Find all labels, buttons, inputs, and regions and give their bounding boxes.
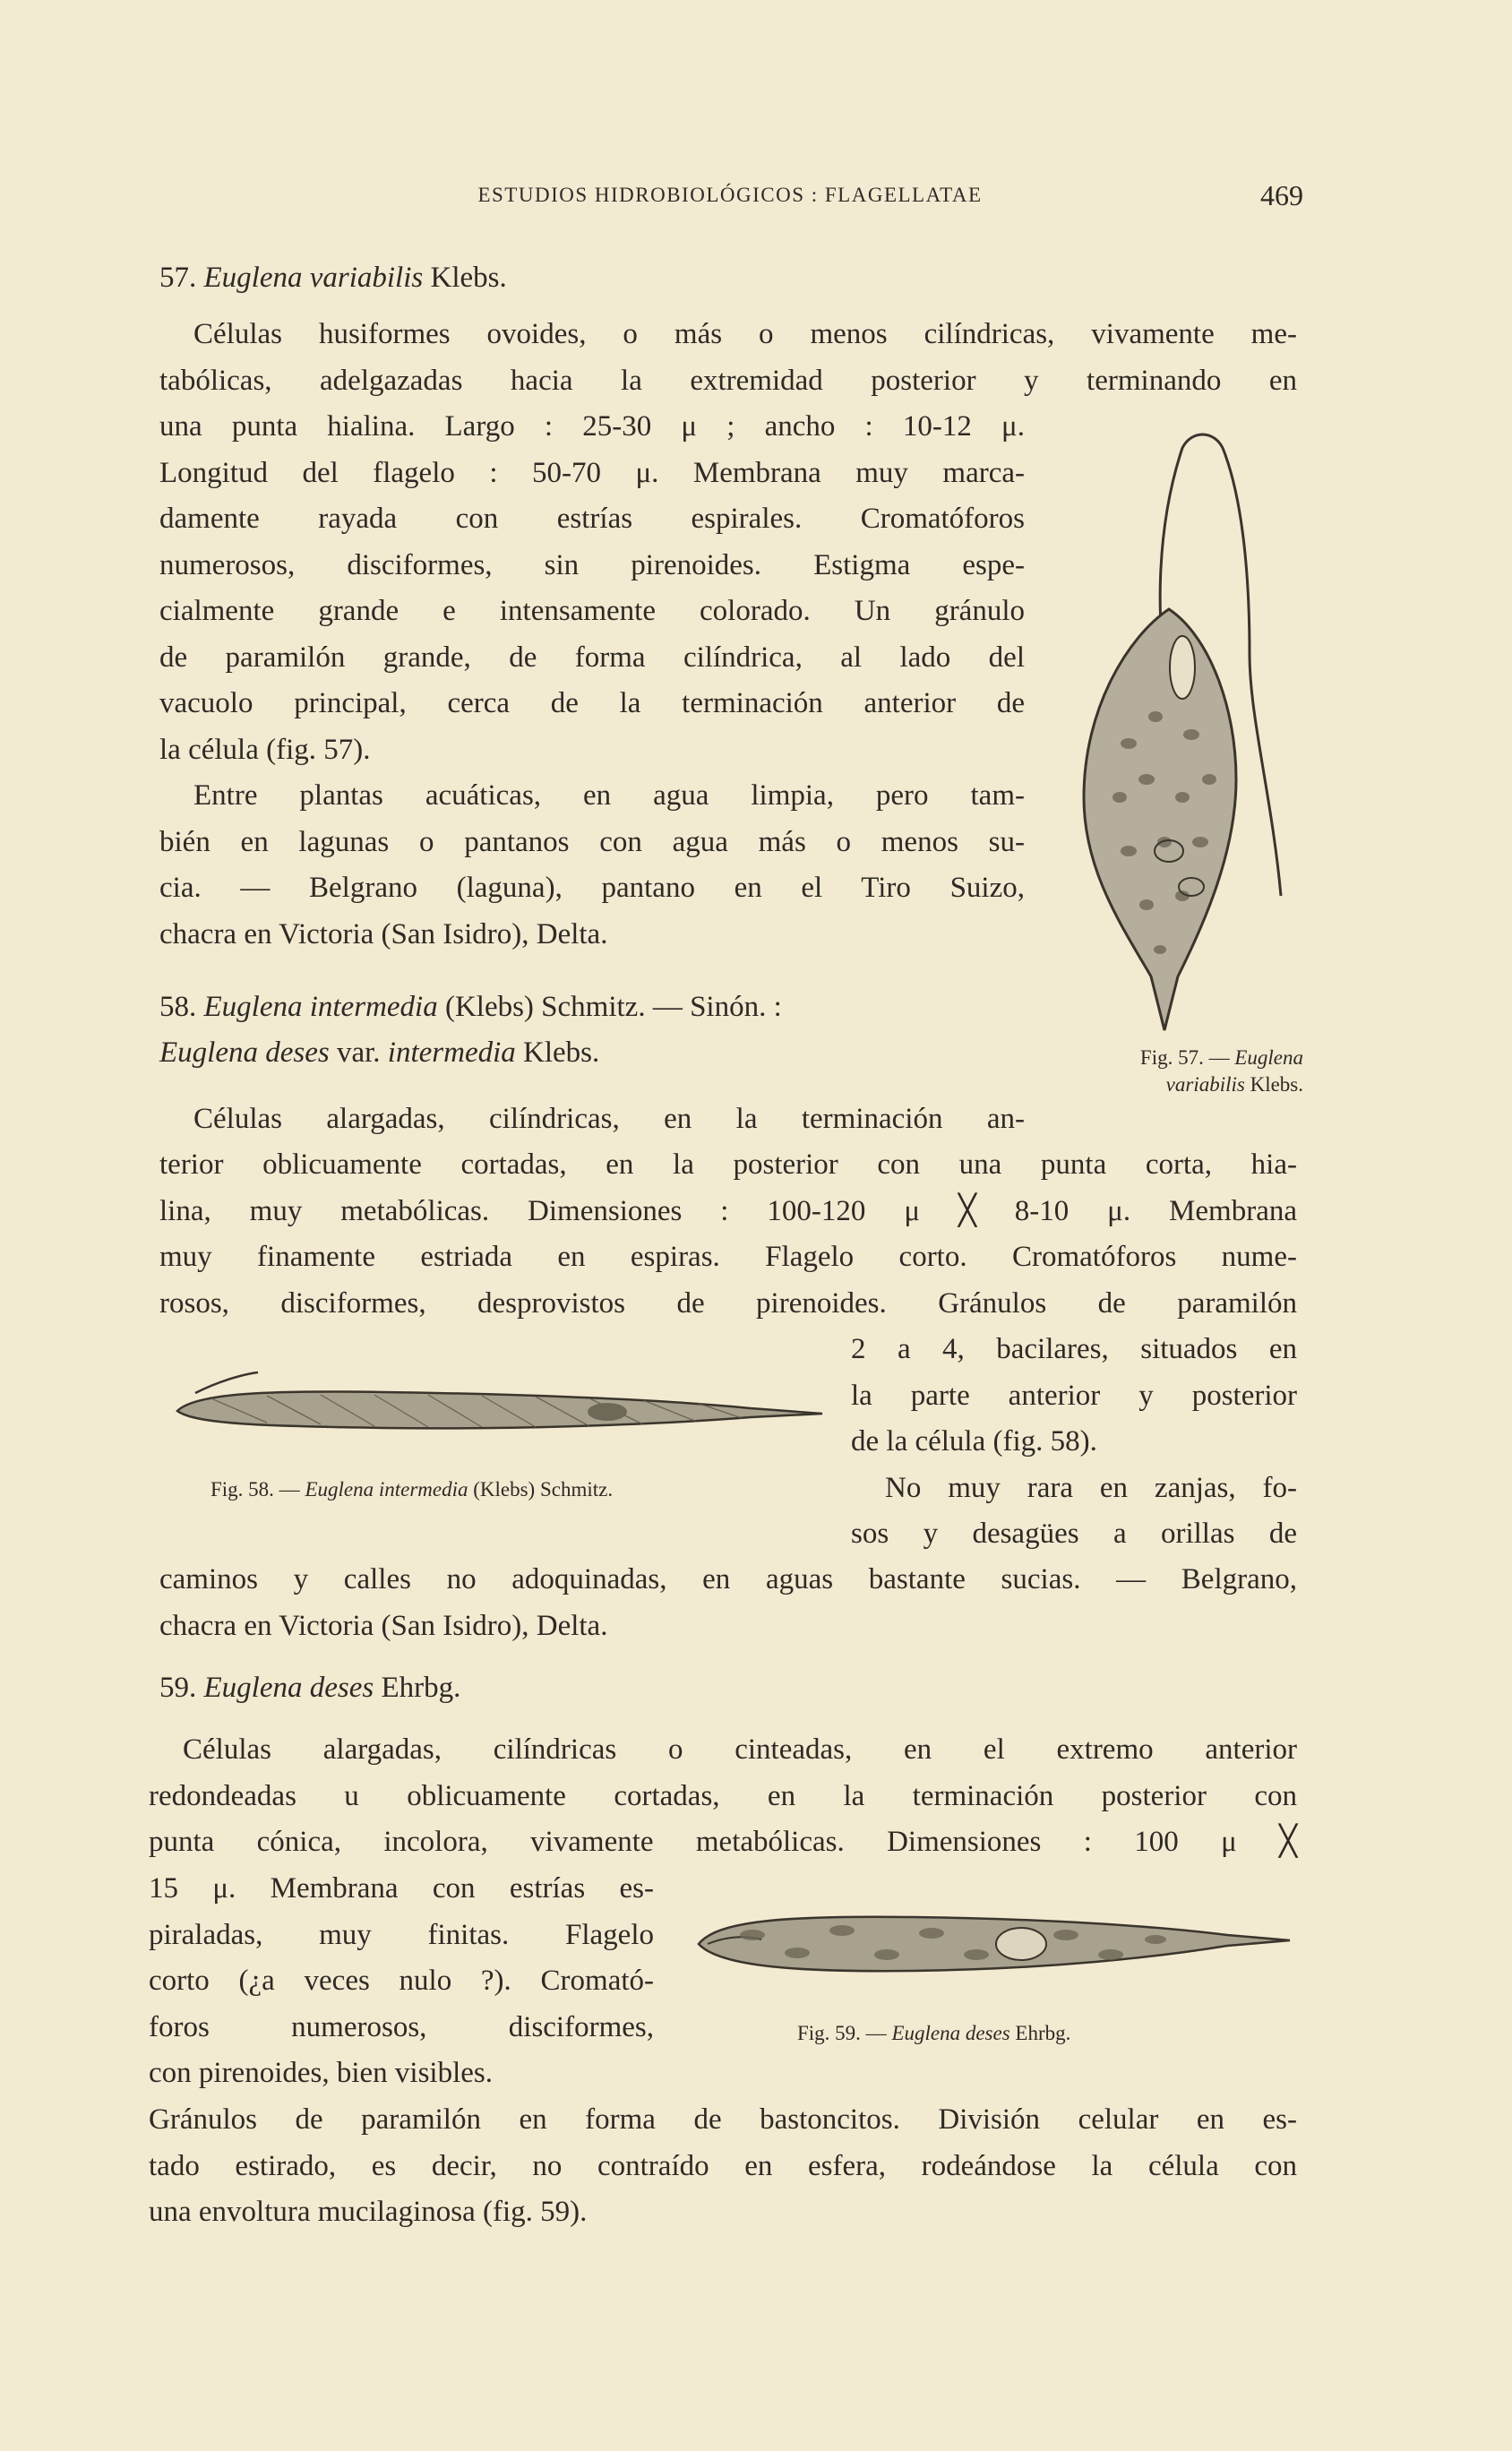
- figure-57-caption: [1061, 1045, 1303, 1098]
- species-59-description-bottom: [149, 2097, 1297, 2236]
- species-59-heading: [159, 1672, 460, 1705]
- text-line: chacra en Victoria (San Isidro), Delta.: [159, 1609, 608, 1642]
- text-line: damente rayada con estrías espirales. Cromatóforos: [159, 503, 1025, 535]
- running-title: ESTUDIOS HIDROBIOLÓGICOS : FLAGELLATAE: [477, 184, 983, 206]
- species-57-author: Klebs.: [430, 262, 507, 294]
- text-line: la parte anterior y posterior: [851, 1379, 1297, 1412]
- species-58-heading: [159, 991, 782, 1024]
- figure-57-illustration: [1057, 421, 1308, 1048]
- figure-58-caption-author: (Klebs) Schmitz.: [473, 1478, 614, 1501]
- text-line: lina, muy metabólicas. Dimensiones : 100-120 μ ╳ 8-10 μ. Membrana: [159, 1194, 1297, 1227]
- text-line: con pirenoides, bien visibles.: [149, 2057, 494, 2089]
- text-line: la célula (fig. 57).: [159, 733, 371, 766]
- species-58-synonym-author: Klebs.: [523, 1036, 600, 1069]
- species-59-number: 59.: [159, 1672, 197, 1704]
- text-line: de la célula (fig. 58).: [851, 1425, 1097, 1458]
- species-58-name: Euglena intermedia: [203, 991, 438, 1023]
- text-line: 15 μ. Membrana con estrías es-: [149, 1872, 654, 1905]
- text-line: de paramilón grande, de forma cilíndrica, al lado del: [159, 641, 1025, 674]
- species-58-synonym-name: Euglena deses: [159, 1036, 330, 1069]
- text-line: muy finamente estriada en espiras. Flagelo corto. Cromatóforos nume-: [159, 1241, 1297, 1273]
- text-line: tado estirado, es decir, no contraído en esfera, rodeándose la célula con: [149, 2149, 1297, 2182]
- text-line: corto (¿a veces nulo ?). Cromató-: [149, 1965, 654, 1997]
- text-line: foros numerosos, disciformes,: [149, 2010, 654, 2043]
- text-line: vacuolo principal, cerca de la terminación anterior de: [159, 687, 1025, 719]
- text-line: terior oblicuamente cortadas, en la posterior con una punta corta, hia-: [159, 1148, 1297, 1181]
- species-58-author: (Klebs) Schmitz. — Sinón. :: [444, 991, 782, 1023]
- text-line: una punta hialina. Largo : 25-30 μ ; ancho : 10-12 μ.: [159, 410, 1025, 443]
- text-line: cialmente grande e intensamente colorado. Un gránulo: [159, 595, 1025, 627]
- text-line: Células alargadas, cilíndricas o cinteadas, en el extremo anterior: [183, 1733, 1297, 1766]
- species-59-description-full: [149, 1727, 1297, 1866]
- figure-59-caption-author: Ehrbg.: [1015, 2022, 1071, 2044]
- text-line: Células alargadas, cilíndricas, en la terminación an-: [193, 1103, 1025, 1135]
- species-58-synonym-var: intermedia: [387, 1036, 516, 1069]
- text-line: una envoltura mucilaginosa (fig. 59).: [149, 2196, 588, 2228]
- species-57-description-full: [159, 312, 1297, 404]
- figure-58-caption-prefix: Fig. 58. —: [210, 1478, 300, 1501]
- species-59-author: Ehrbg.: [381, 1672, 461, 1704]
- species-59-description-narrow: [149, 1866, 654, 2097]
- text-line: Entre plantas acuáticas, en agua limpia, pero tam-: [193, 779, 1025, 812]
- figure-57-caption-author: Klebs.: [1250, 1073, 1303, 1096]
- text-line: caminos y calles no adoquinadas, en aguas bastante sucias. — Belgrano,: [159, 1563, 1297, 1595]
- species-58-synonym-rest: var.: [336, 1036, 381, 1069]
- text-line: Células husiformes ovoides, o más o menos cilíndricas, vivamente me-: [193, 318, 1297, 350]
- species-57-number: 57.: [159, 262, 197, 294]
- species-58-description-first: [159, 1096, 1025, 1143]
- species-57-heading: [159, 262, 507, 295]
- figure-59-caption-name: Euglena deses: [891, 2022, 1010, 2044]
- species-58-description-bottom: [159, 1557, 1297, 1649]
- figure-57-caption-prefix: Fig. 57. —: [1139, 1046, 1230, 1069]
- text-line: 2 a 4, bacilares, situados en: [851, 1333, 1297, 1365]
- figure-59-illustration: [690, 1890, 1299, 1989]
- figure-58-illustration: [159, 1353, 840, 1451]
- species-58-synonym: [159, 1036, 599, 1070]
- figure-59-caption: [797, 2020, 1263, 2047]
- figure-58-caption-name: Euglena intermedia: [305, 1478, 468, 1501]
- text-line: Gránulos de paramilón en forma de bastoncitos. División celular en es-: [149, 2103, 1297, 2136]
- text-line: No muy rara en zanjas, fo-: [885, 1471, 1297, 1504]
- species-59-name: Euglena deses: [203, 1672, 374, 1704]
- text-line: chacra en Victoria (San Isidro), Delta.: [159, 917, 608, 950]
- species-57-description-narrow: [159, 404, 1025, 958]
- text-line: cia. — Belgrano (laguna), pantano en el Tiro Suizo,: [159, 872, 1025, 904]
- text-line: redondeadas u oblicuamente cortadas, en la terminación posterior con: [149, 1779, 1297, 1812]
- figure-57-caption-name: Euglena variabilis: [1165, 1046, 1303, 1096]
- text-line: tabólicas, adelgazadas hacia la extremidad posterior y terminando en: [159, 364, 1297, 397]
- species-57-name: Euglena variabilis: [203, 262, 424, 294]
- figure-58-caption: [210, 1476, 784, 1503]
- page-number: 469: [1260, 179, 1303, 211]
- text-line: rosos, disciformes, desprovistos de pirenoides. Gránulos de paramilón: [159, 1286, 1297, 1320]
- text-line: punta cónica, incolora, vivamente metabólicas. Dimensiones : 100 μ ╳: [149, 1826, 1297, 1858]
- text-line: numerosos, disciformes, sin pirenoides. Estigma espe-: [159, 548, 1025, 581]
- text-line: Longitud del flagelo : 50-70 μ. Membrana muy marca-: [159, 456, 1025, 489]
- species-58-number: 58.: [159, 991, 197, 1023]
- text-line: piraladas, muy finitas. Flagelo: [149, 1918, 654, 1951]
- species-58-description-right: [851, 1327, 1297, 1558]
- figure-59-caption-prefix: Fig. 59. —: [797, 2022, 887, 2044]
- text-line: sos y desagües a orillas de: [851, 1518, 1297, 1550]
- text-line: bién en lagunas o pantanos con agua más o menos su-: [159, 825, 1025, 858]
- species-58-description-full: [159, 1142, 1297, 1327]
